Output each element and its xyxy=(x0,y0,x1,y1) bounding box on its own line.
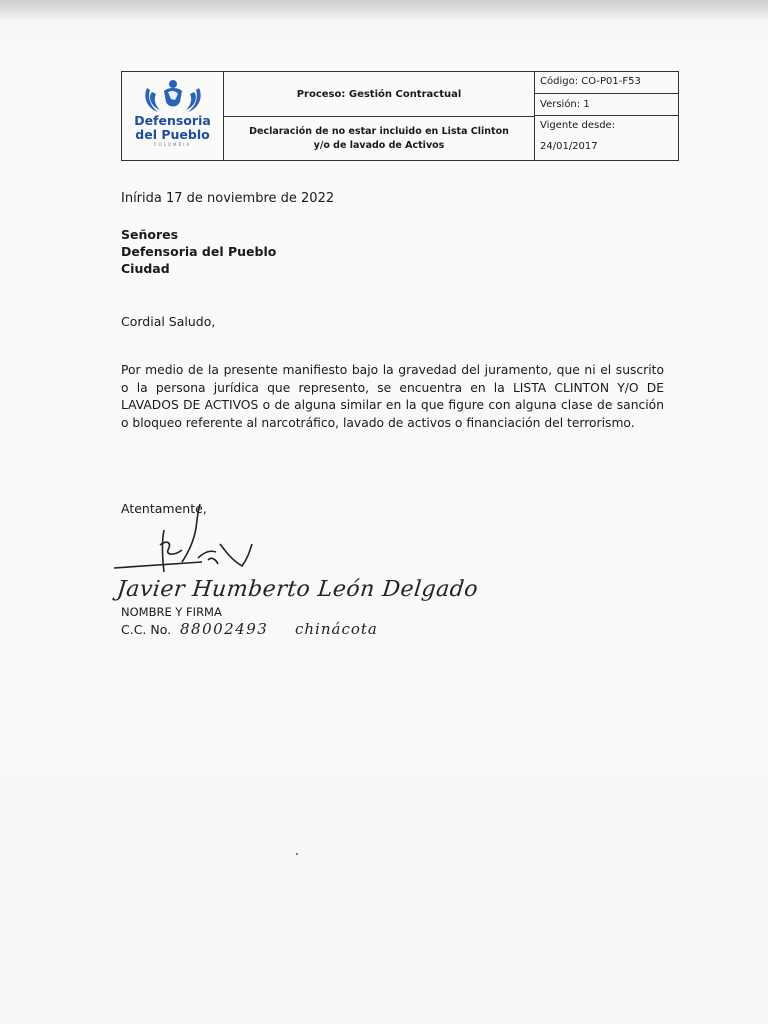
defensoria-logo-icon xyxy=(144,78,202,114)
logo-text-del-pueblo: del Pueblo xyxy=(135,127,210,142)
recipient-line-1: Señores xyxy=(121,227,179,242)
document-title-text: Declaración de no estar incluido en Lista Clinton y/o de lavado de Activos xyxy=(249,125,509,151)
logo-text-colombia: COLOMBIA xyxy=(153,142,192,147)
process-title: Proceso: Gestión Contractual xyxy=(224,72,534,117)
recipient-line-2: Defensoria del Pueblo xyxy=(121,244,277,259)
recipient-line-3: Ciudad xyxy=(121,261,170,276)
scan-shadow xyxy=(0,0,768,20)
handwritten-cc-number: 88002493 xyxy=(180,620,269,638)
closing: Atentamente, xyxy=(121,501,207,516)
scan-speck xyxy=(296,853,298,855)
letter-body: Por medio de la presente manifiesto bajo la gravedad del juramento, que ni el suscrito o la persona jurídica que represento, se encuentra en la LISTA CLINTON Y/O DE LAVADOS DE ACTIVOS o de alguna similar en la que figure con alguna clase de sanción o bloqueo referente al narcotráfico, lavado de activos o financiación del terrorismo. xyxy=(121,363,664,430)
header-table xyxy=(121,71,679,161)
document-meta xyxy=(534,72,679,160)
handwritten-city: chinácota xyxy=(295,620,378,638)
document-title xyxy=(224,117,534,160)
signature-scribble xyxy=(112,500,262,580)
valid-date: 24/01/2017 xyxy=(540,141,598,152)
handwritten-name: Javier Humberto León Delgado xyxy=(115,577,480,602)
valid-cell xyxy=(535,117,679,160)
valid-label: Vigente desde: xyxy=(540,120,616,131)
logo-cell xyxy=(122,72,224,160)
version-cell: Versión: 1 xyxy=(535,95,679,116)
greeting: Cordial Saludo, xyxy=(121,314,216,329)
name-signature-label: NOMBRE Y FIRMA xyxy=(121,605,222,619)
cc-label: C.C. No. xyxy=(121,622,172,637)
letter-date: Inírida 17 de noviembre de 2022 xyxy=(121,191,335,206)
logo-text-defensoria: Defensoria xyxy=(134,113,211,128)
code-cell: Código: CO-P01-F53 xyxy=(535,72,679,94)
